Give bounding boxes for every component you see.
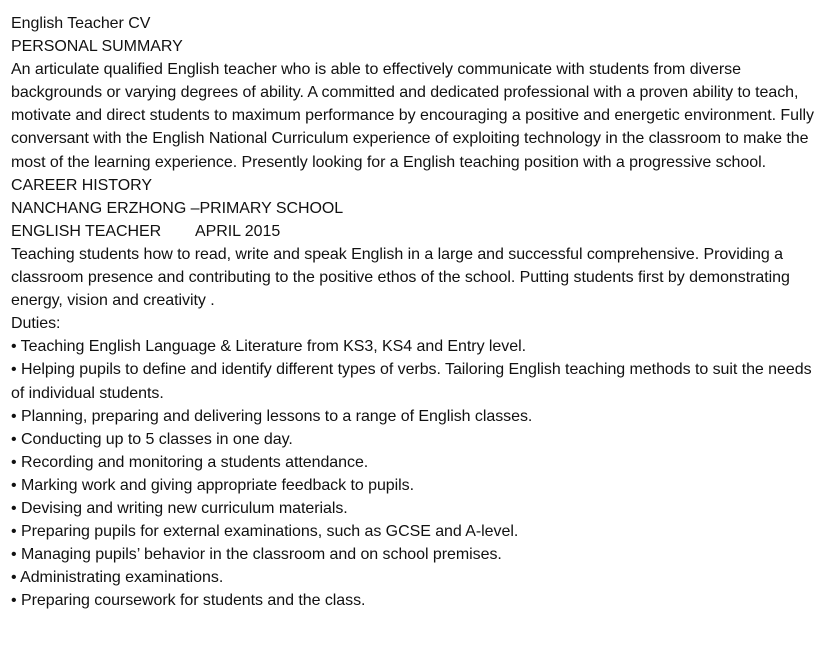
duty-item [11,474,817,497]
duties-list [11,335,817,612]
job-date: APRIL 2015 [195,222,281,240]
bullet-icon: • [11,499,17,517]
bullet-icon: • [11,338,17,356]
duty-text: Preparing pupils for external examinations, such as GCSE and A-level. [20,523,519,541]
duty-item [11,451,817,474]
duty-text: Helping pupils to define and identify different types of verbs. Tailoring English teaching methods to suit the needs of individual students. [11,361,812,402]
duty-item [11,497,817,520]
bullet-icon: • [11,523,17,541]
bullet-icon: • [11,361,17,379]
bullet-icon: • [11,430,17,448]
job-description: Teaching students how to read, write and speak English in a large and successful comprehensive. Providing a classroom presence and contributing to the positive ethos of the school. Putting students first by demonstrating energy, vision and creativity . [11,245,790,310]
duty-text: Planning, preparing and delivering lessons to a range of English classes. [20,407,533,425]
job-title: ENGLISH TEACHER [11,222,162,240]
duty-item [11,405,817,428]
duty-item [11,543,817,566]
duty-text: Preparing coursework for students and the class. [20,592,366,610]
job-title-line [11,220,817,243]
bullet-icon: • [11,546,17,564]
employer-name: NANCHANG ERZHONG –PRIMARY SCHOOL [11,199,344,217]
duty-text: Recording and monitoring a students attendance. [20,453,369,471]
summary-paragraph: An articulate qualified English teacher who is able to effectively communicate with students from diverse backgrounds or varying degrees of ability. A committed and dedicated professional with a proven ability to teach, motivate and direct students to maximum performance by encouraging a positive and energetic environment. Fully conversant with the English National Curriculum experience of exploiting technology in the classroom to make the most of the learning experience. Presently looking for a English teaching position with a progressive school. [11,61,814,171]
duty-text: Devising and writing new curriculum materials. [20,499,348,517]
document-title: English Teacher CV [11,15,151,32]
bullet-icon: • [11,569,17,587]
duty-text: Teaching English Language & Literature from KS3, KS4 and Entry level. [20,338,526,356]
career-history-heading: CAREER HISTORY [11,176,152,194]
duty-item [11,358,817,404]
duties-heading: Duties: [11,315,61,333]
bullet-icon: • [11,453,17,471]
bullet-icon: • [11,592,17,610]
cv-document [11,12,817,612]
duty-item [11,520,817,543]
duty-item [11,335,817,358]
duty-item [11,428,817,451]
bullet-icon: • [11,407,17,425]
summary-heading: PERSONAL SUMMARY [11,38,183,56]
duty-text: Administrating examinations. [20,569,224,587]
duty-item [11,589,817,612]
duty-text: Managing pupils’ behavior in the classroom and on school premises. [20,546,502,564]
bullet-icon: • [11,476,17,494]
duty-text: Conducting up to 5 classes in one day. [20,430,293,448]
duty-item [11,566,817,589]
duty-text: Marking work and giving appropriate feedback to pupils. [20,476,415,494]
